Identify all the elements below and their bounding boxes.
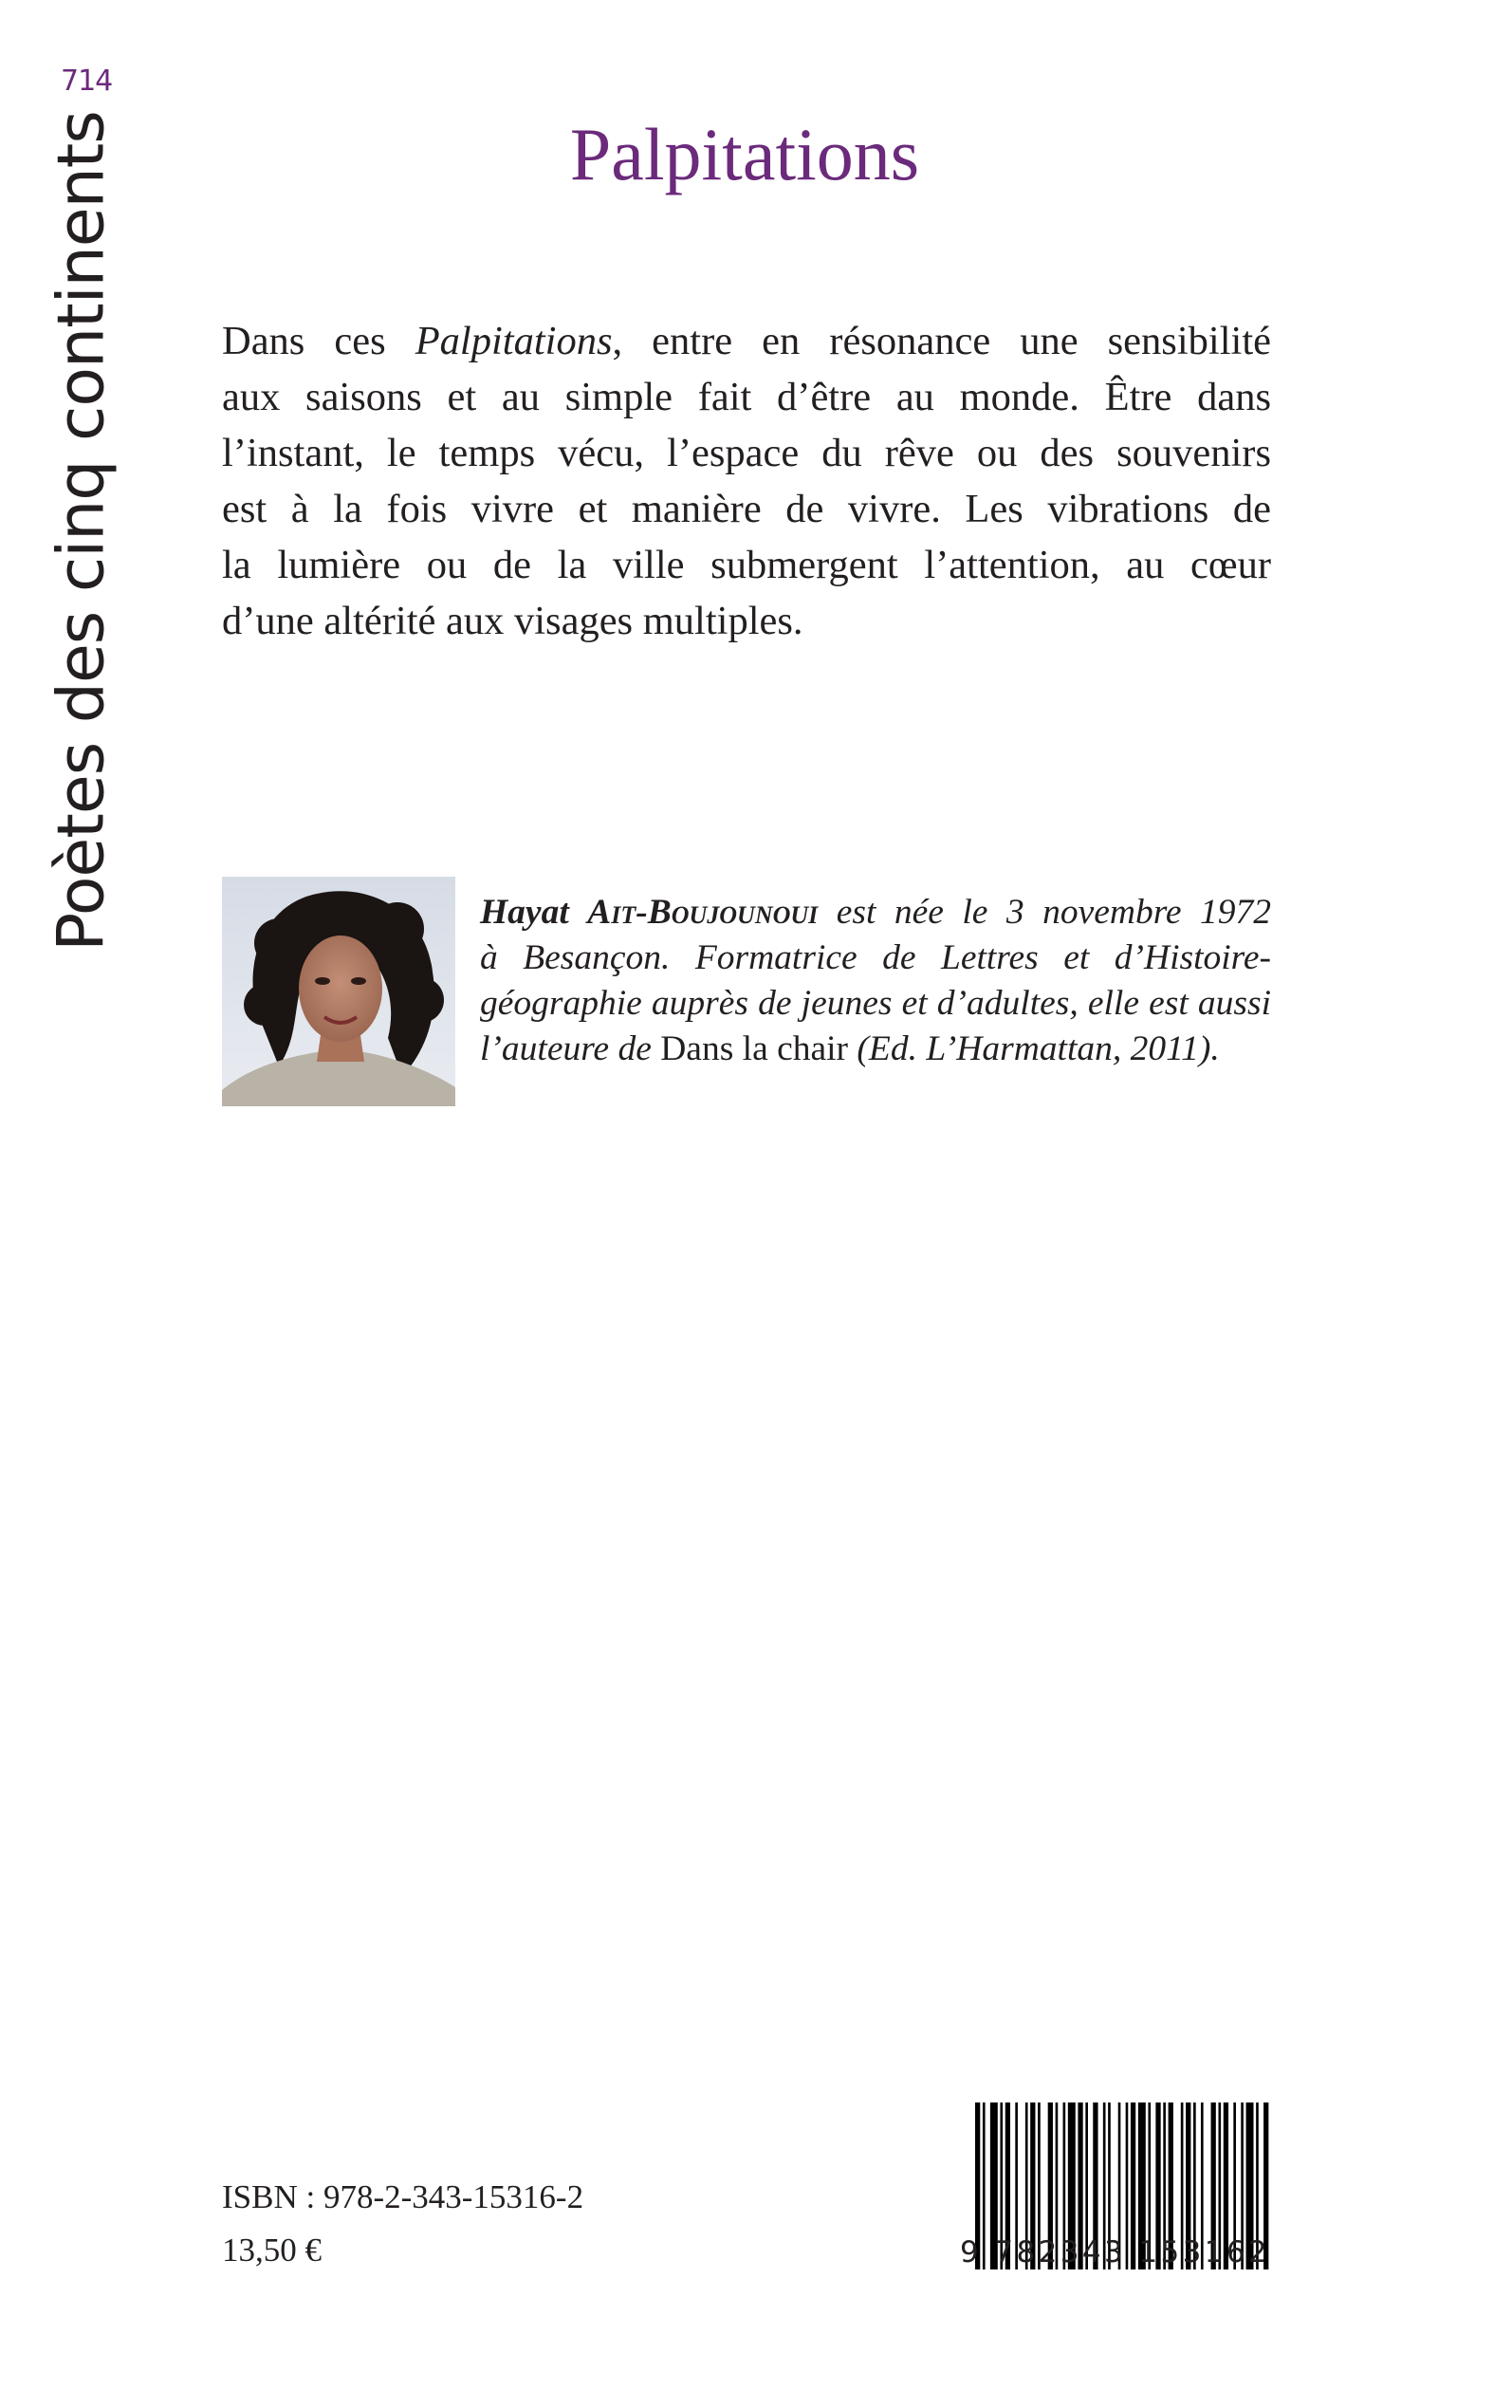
blurb-line: est à la fois vivre et manière de vivre. Les vibrations de <box>222 487 1271 531</box>
blurb <box>222 313 1271 649</box>
author-photo <box>222 877 455 1106</box>
isbn: ISBN : 978-2-343-15316-2 <box>222 2178 584 2215</box>
blurb-line: aux saisons et au simple fait d’être au monde. Être dans <box>222 375 1271 419</box>
bio-line: l’auteure de Dans la chair (Ed. L’Harmattan, 2011). <box>480 1029 1220 1068</box>
price: 13,50 € <box>222 2232 322 2269</box>
bio-line: géographie auprès de jeunes et d’adultes, elle est aussi <box>480 984 1271 1023</box>
blurb-line: l’instant, le temps vécu, l’espace du rêve ou des souvenirs <box>222 431 1271 475</box>
blurb-line: la lumière ou de la ville submergent l’attention, au cœur <box>222 543 1271 587</box>
bio-line: à Besançon. Formatrice de Lettres et d’Histoire- <box>480 938 1271 977</box>
bio-line: Hayat Ait-Boujounoui est née le 3 novembre 1972 <box>480 893 1272 932</box>
series-number: 714 <box>61 65 113 98</box>
blurb-line: d’une altérité aux visages multiples. <box>222 599 803 643</box>
barcode-digits: 9 782343 153162 <box>960 2235 1271 2269</box>
blurb-line: Dans ces Palpitations, entre en résonance une sensibilité <box>222 319 1271 363</box>
author-bio <box>480 890 1271 1072</box>
book-title: Palpitations <box>569 113 920 195</box>
series-name: Poètes des cinq continents <box>44 111 120 952</box>
